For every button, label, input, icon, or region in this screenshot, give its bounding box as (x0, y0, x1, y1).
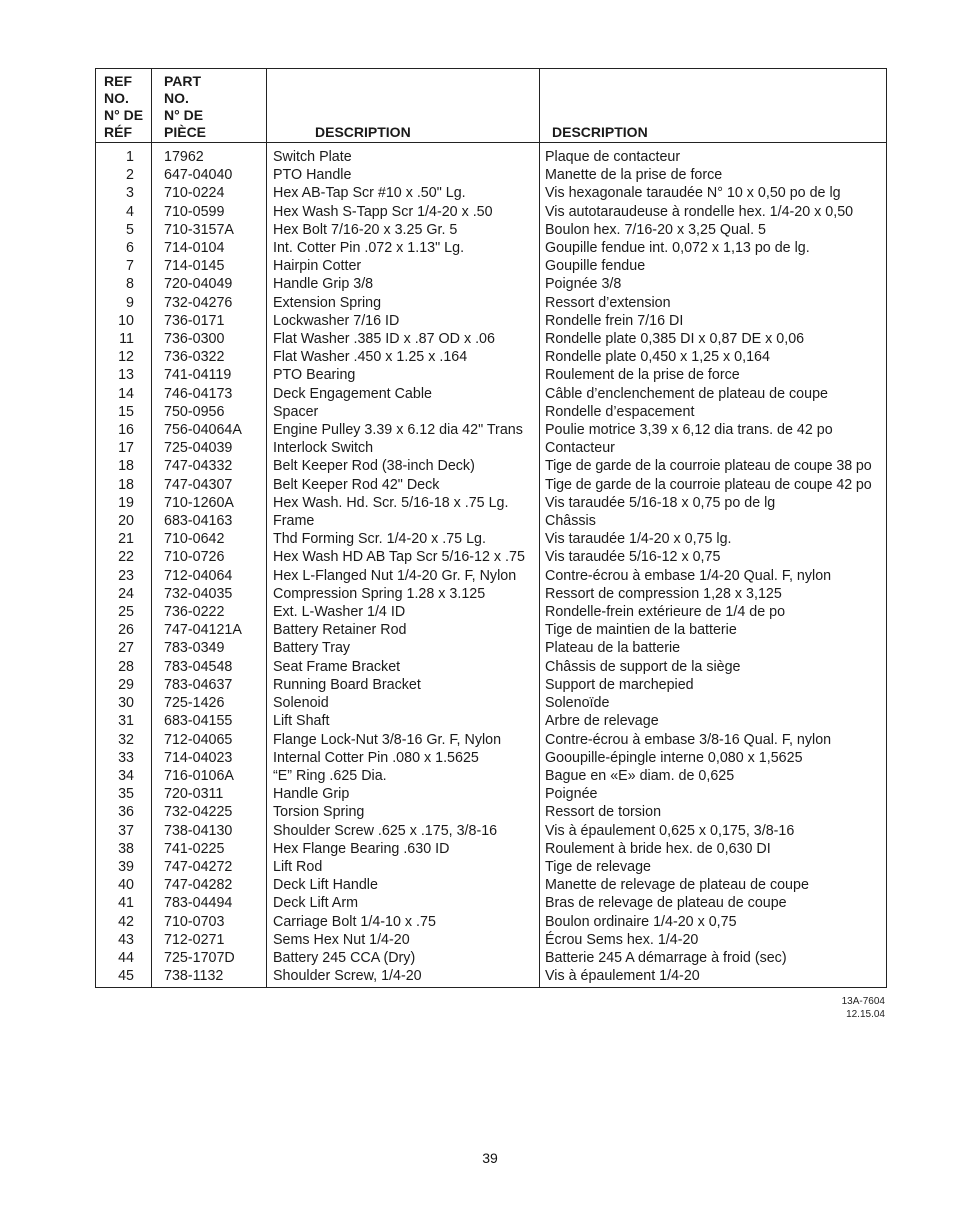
page-number: 39 (482, 1150, 498, 1166)
ref-no-cell: 6 (96, 239, 152, 257)
table-row (96, 749, 887, 767)
document-code-block (842, 995, 885, 1021)
table-row (96, 621, 887, 639)
description-en-cell: Solenoid (267, 694, 540, 712)
header-part-no (152, 69, 267, 143)
ref-no-cell: 23 (96, 567, 152, 585)
description-fr-cell: Tige de maintien de la batterie (540, 621, 887, 639)
parts-table-body (96, 143, 887, 988)
table-header-row (96, 69, 887, 143)
description-fr-cell: Vis à épaulement 1/4-20 (540, 967, 887, 988)
table-row (96, 330, 887, 348)
ref-no-cell: 8 (96, 275, 152, 293)
document-date: 12.15.04 (846, 1009, 885, 1020)
description-en-cell: Hex Flange Bearing .630 ID (267, 840, 540, 858)
description-en-cell: Extension Spring (267, 294, 540, 312)
description-fr-cell: Rondelle plate 0,385 DI x 0,87 DE x 0,06 (540, 330, 887, 348)
description-en-cell: Battery 245 CCA (Dry) (267, 949, 540, 967)
description-fr-cell: Contre-écrou à embase 3/8-16 Qual. F, nylon (540, 731, 887, 749)
table-row (96, 385, 887, 403)
header-description-fr: DESCRIPTION (540, 69, 887, 143)
ref-no-cell: 33 (96, 749, 152, 767)
ref-no-cell: 28 (96, 658, 152, 676)
part-no-cell: 712-04065 (152, 731, 267, 749)
part-no-cell: 710-0599 (152, 203, 267, 221)
description-fr-cell: Rondelle plate 0,450 x 1,25 x 0,164 (540, 348, 887, 366)
description-en-cell: Compression Spring 1.28 x 3.125 (267, 585, 540, 603)
table-row (96, 712, 887, 730)
table-row (96, 257, 887, 275)
table-row (96, 694, 887, 712)
ref-no-cell: 29 (96, 676, 152, 694)
ref-no-cell: 5 (96, 221, 152, 239)
table-row (96, 731, 887, 749)
part-no-cell: 17962 (152, 143, 267, 167)
part-no-cell: 725-1707D (152, 949, 267, 967)
part-no-cell: 747-04282 (152, 876, 267, 894)
part-no-cell: 720-0311 (152, 785, 267, 803)
description-fr-cell: Goupille fendue int. 0,072 x 1,13 po de lg. (540, 239, 887, 257)
table-row (96, 567, 887, 585)
ref-no-cell: 41 (96, 894, 152, 912)
parts-list-table (95, 68, 887, 988)
description-fr-cell: Tige de relevage (540, 858, 887, 876)
part-no-cell: 736-0222 (152, 603, 267, 621)
description-en-cell: Spacer (267, 403, 540, 421)
table-row (96, 585, 887, 603)
ref-no-cell: 42 (96, 913, 152, 931)
part-no-cell: 683-04163 (152, 512, 267, 530)
description-en-cell: Belt Keeper Rod (38-inch Deck) (267, 457, 540, 475)
ref-no-cell: 1 (96, 143, 152, 167)
table-row (96, 913, 887, 931)
part-no-cell: 747-04272 (152, 858, 267, 876)
table-row (96, 457, 887, 475)
ref-no-cell: 18 (96, 476, 152, 494)
description-fr-cell: Plateau de la batterie (540, 639, 887, 657)
description-fr-cell: Ressort de compression 1,28 x 3,125 (540, 585, 887, 603)
table-row (96, 184, 887, 202)
ref-no-cell: 10 (96, 312, 152, 330)
part-no-cell: 714-0104 (152, 239, 267, 257)
part-no-cell: 747-04121A (152, 621, 267, 639)
description-fr-cell: Vis taraudée 5/16-12 x 0,75 (540, 548, 887, 566)
part-no-cell: 710-0224 (152, 184, 267, 202)
description-fr-cell: Rondelle frein 7/16 DI (540, 312, 887, 330)
description-fr-cell: Poulie motrice 3,39 x 6,12 dia trans. de 42 po (540, 421, 887, 439)
ref-no-cell: 26 (96, 621, 152, 639)
document-code: 13A-7604 (841, 996, 885, 1007)
description-fr-cell: Poignée (540, 785, 887, 803)
description-fr-cell: Roulement de la prise de force (540, 366, 887, 384)
table-row (96, 366, 887, 384)
ref-no-cell: 40 (96, 876, 152, 894)
description-fr-cell: Câble d’enclenchement de plateau de coupe (540, 385, 887, 403)
header-part-line: PART (164, 73, 202, 89)
part-no-cell: 714-04023 (152, 749, 267, 767)
table-row (96, 858, 887, 876)
ref-no-cell: 19 (96, 494, 152, 512)
ref-no-cell: 22 (96, 548, 152, 566)
description-fr-cell: Châssis de support de la siège (540, 658, 887, 676)
part-no-cell: 710-0642 (152, 530, 267, 548)
table-row (96, 476, 887, 494)
description-en-cell: Handle Grip (267, 785, 540, 803)
table-row (96, 294, 887, 312)
table-row (96, 439, 887, 457)
table-row (96, 221, 887, 239)
description-en-cell: Battery Tray (267, 639, 540, 657)
header-part-line: PIÈCE (164, 124, 207, 140)
description-fr-cell: Vis à épaulement 0,625 x 0,175, 3/8-16 (540, 822, 887, 840)
description-fr-cell: Roulement à bride hex. de 0,630 DI (540, 840, 887, 858)
part-no-cell: 714-0145 (152, 257, 267, 275)
description-en-cell: Seat Frame Bracket (267, 658, 540, 676)
description-fr-cell: Écrou Sems hex. 1/4-20 (540, 931, 887, 949)
table-row (96, 785, 887, 803)
part-no-cell: 712-0271 (152, 931, 267, 949)
part-no-cell: 720-04049 (152, 275, 267, 293)
table-row (96, 603, 887, 621)
description-en-cell: Flat Washer .450 x 1.25 x .164 (267, 348, 540, 366)
header-part-line: N° DE (164, 107, 204, 123)
ref-no-cell: 20 (96, 512, 152, 530)
ref-no-cell: 21 (96, 530, 152, 548)
description-fr-cell: Poignée 3/8 (540, 275, 887, 293)
table-row (96, 530, 887, 548)
ref-no-cell: 15 (96, 403, 152, 421)
description-en-cell: Carriage Bolt 1/4-10 x .75 (267, 913, 540, 931)
table-row (96, 421, 887, 439)
part-no-cell: 710-0703 (152, 913, 267, 931)
part-no-cell: 732-04276 (152, 294, 267, 312)
part-no-cell: 647-04040 (152, 166, 267, 184)
header-ref-line: NO. (104, 90, 129, 106)
description-fr-cell: Vis autotaraudeuse à rondelle hex. 1/4-20 x 0,50 (540, 203, 887, 221)
description-fr-cell: Contre-écrou à embase 1/4-20 Qual. F, nylon (540, 567, 887, 585)
ref-no-cell: 44 (96, 949, 152, 967)
part-no-cell: 741-04119 (152, 366, 267, 384)
table-row (96, 822, 887, 840)
description-fr-cell: Tige de garde de la courroie plateau de coupe 42 po (540, 476, 887, 494)
description-en-cell: Interlock Switch (267, 439, 540, 457)
table-row (96, 348, 887, 366)
part-no-cell: 710-0726 (152, 548, 267, 566)
part-no-cell: 756-04064A (152, 421, 267, 439)
table-row (96, 876, 887, 894)
description-en-cell: Hex Bolt 7/16-20 x 3.25 Gr. 5 (267, 221, 540, 239)
part-no-cell: 783-04548 (152, 658, 267, 676)
part-no-cell: 710-3157A (152, 221, 267, 239)
part-no-cell: 747-04332 (152, 457, 267, 475)
table-row (96, 403, 887, 421)
description-en-cell: Flat Washer .385 ID x .87 OD x .06 (267, 330, 540, 348)
description-fr-cell: Contacteur (540, 439, 887, 457)
description-en-cell: Hex Wash S-Tapp Scr 1/4-20 x .50 (267, 203, 540, 221)
ref-no-cell: 17 (96, 439, 152, 457)
description-en-cell: Torsion Spring (267, 803, 540, 821)
part-no-cell: 783-04494 (152, 894, 267, 912)
ref-no-cell: 2 (96, 166, 152, 184)
ref-no-cell: 37 (96, 822, 152, 840)
part-no-cell: 783-0349 (152, 639, 267, 657)
part-no-cell: 732-04035 (152, 585, 267, 603)
ref-no-cell: 11 (96, 330, 152, 348)
description-en-cell: PTO Handle (267, 166, 540, 184)
table-row (96, 512, 887, 530)
part-no-cell: 736-0300 (152, 330, 267, 348)
ref-no-cell: 3 (96, 184, 152, 202)
part-no-cell: 783-04637 (152, 676, 267, 694)
description-fr-cell: Solenoïde (540, 694, 887, 712)
ref-no-cell: 38 (96, 840, 152, 858)
ref-no-cell: 25 (96, 603, 152, 621)
description-fr-cell: Rondelle d’espacement (540, 403, 887, 421)
description-fr-cell: Batterie 245 A démarrage à froid (sec) (540, 949, 887, 967)
table-row (96, 239, 887, 257)
part-no-cell: 736-0322 (152, 348, 267, 366)
description-fr-cell: Goupille fendue (540, 257, 887, 275)
part-no-cell: 725-04039 (152, 439, 267, 457)
ref-no-cell: 30 (96, 694, 152, 712)
table-row (96, 676, 887, 694)
table-row (96, 658, 887, 676)
table-row (96, 840, 887, 858)
part-no-cell: 710-1260A (152, 494, 267, 512)
description-fr-cell: Châssis (540, 512, 887, 530)
description-en-cell: Switch Plate (267, 143, 540, 167)
description-fr-cell: Vis taraudée 1/4-20 x 0,75 lg. (540, 530, 887, 548)
part-no-cell: 738-04130 (152, 822, 267, 840)
description-en-cell: Handle Grip 3/8 (267, 275, 540, 293)
part-no-cell: 716-0106A (152, 767, 267, 785)
description-en-cell: “E” Ring .625 Dia. (267, 767, 540, 785)
ref-no-cell: 13 (96, 366, 152, 384)
part-no-cell: 683-04155 (152, 712, 267, 730)
header-ref-line: RÉF (104, 124, 132, 140)
description-fr-cell: Ressort d’extension (540, 294, 887, 312)
description-fr-cell: Tige de garde de la courroie plateau de coupe 38 po (540, 457, 887, 475)
description-en-cell: Deck Lift Arm (267, 894, 540, 912)
description-en-cell: Hairpin Cotter (267, 257, 540, 275)
description-fr-cell: Boulon hex. 7/16-20 x 3,25 Qual. 5 (540, 221, 887, 239)
table-row (96, 312, 887, 330)
header-ref-no (96, 69, 152, 143)
description-en-cell: Int. Cotter Pin .072 x 1.13" Lg. (267, 239, 540, 257)
part-no-cell: 738-1132 (152, 967, 267, 988)
table-row (96, 931, 887, 949)
header-ref-line: REF (104, 73, 132, 89)
table-row (96, 166, 887, 184)
part-no-cell: 712-04064 (152, 567, 267, 585)
part-no-cell: 741-0225 (152, 840, 267, 858)
table-row (96, 949, 887, 967)
description-fr-cell: Vis taraudée 5/16-18 x 0,75 po de lg (540, 494, 887, 512)
ref-no-cell: 7 (96, 257, 152, 275)
description-fr-cell: Bras de relevage de plateau de coupe (540, 894, 887, 912)
ref-no-cell: 34 (96, 767, 152, 785)
table-row (96, 203, 887, 221)
part-no-cell: 736-0171 (152, 312, 267, 330)
description-fr-cell: Bague en «E» diam. de 0,625 (540, 767, 887, 785)
header-part-line: NO. (164, 90, 189, 106)
ref-no-cell: 18 (96, 457, 152, 475)
description-fr-cell: Gooupille-épingle interne 0,080 x 1,5625 (540, 749, 887, 767)
ref-no-cell: 12 (96, 348, 152, 366)
description-fr-cell: Support de marchepied (540, 676, 887, 694)
part-no-cell: 732-04225 (152, 803, 267, 821)
table-row (96, 639, 887, 657)
table-row (96, 967, 887, 988)
table-row (96, 803, 887, 821)
table-row (96, 275, 887, 293)
ref-no-cell: 27 (96, 639, 152, 657)
description-fr-cell: Vis hexagonale taraudée N° 10 x 0,50 po de lg (540, 184, 887, 202)
description-fr-cell: Manette de relevage de plateau de coupe (540, 876, 887, 894)
ref-no-cell: 45 (96, 967, 152, 988)
description-en-cell: Battery Retainer Rod (267, 621, 540, 639)
description-fr-cell: Ressort de torsion (540, 803, 887, 821)
ref-no-cell: 14 (96, 385, 152, 403)
part-no-cell: 747-04307 (152, 476, 267, 494)
description-en-cell: Hex L-Flanged Nut 1/4-20 Gr. F, Nylon (267, 567, 540, 585)
ref-no-cell: 31 (96, 712, 152, 730)
header-description-en: DESCRIPTION (267, 69, 540, 143)
description-en-cell: Sems Hex Nut 1/4-20 (267, 931, 540, 949)
description-fr-cell: Manette de la prise de force (540, 166, 887, 184)
description-en-cell: Shoulder Screw, 1/4-20 (267, 967, 540, 988)
description-en-cell: Shoulder Screw .625 x .175, 3/8-16 (267, 822, 540, 840)
description-en-cell: Flange Lock-Nut 3/8-16 Gr. F, Nylon (267, 731, 540, 749)
description-en-cell: Lift Rod (267, 858, 540, 876)
table-row (96, 494, 887, 512)
description-en-cell: Hex AB-Tap Scr #10 x .50" Lg. (267, 184, 540, 202)
description-en-cell: Lift Shaft (267, 712, 540, 730)
description-en-cell: Running Board Bracket (267, 676, 540, 694)
ref-no-cell: 43 (96, 931, 152, 949)
description-fr-cell: Plaque de contacteur (540, 143, 887, 167)
ref-no-cell: 36 (96, 803, 152, 821)
description-en-cell: Lockwasher 7/16 ID (267, 312, 540, 330)
ref-no-cell: 24 (96, 585, 152, 603)
description-en-cell: PTO Bearing (267, 366, 540, 384)
table-row (96, 767, 887, 785)
part-no-cell: 725-1426 (152, 694, 267, 712)
description-fr-cell: Rondelle-frein extérieure de 1/4 de po (540, 603, 887, 621)
ref-no-cell: 4 (96, 203, 152, 221)
description-en-cell: Hex Wash HD AB Tap Scr 5/16-12 x .75 (267, 548, 540, 566)
ref-no-cell: 16 (96, 421, 152, 439)
description-en-cell: Deck Lift Handle (267, 876, 540, 894)
description-en-cell: Thd Forming Scr. 1/4-20 x .75 Lg. (267, 530, 540, 548)
description-en-cell: Hex Wash. Hd. Scr. 5/16-18 x .75 Lg. (267, 494, 540, 512)
ref-no-cell: 35 (96, 785, 152, 803)
part-no-cell: 750-0956 (152, 403, 267, 421)
table-row (96, 143, 887, 167)
part-no-cell: 746-04173 (152, 385, 267, 403)
description-en-cell: Ext. L-Washer 1/4 ID (267, 603, 540, 621)
description-fr-cell: Boulon ordinaire 1/4-20 x 0,75 (540, 913, 887, 931)
table-row (96, 894, 887, 912)
description-en-cell: Frame (267, 512, 540, 530)
description-en-cell: Engine Pulley 3.39 x 6.12 dia 42" Trans (267, 421, 540, 439)
description-fr-cell: Arbre de relevage (540, 712, 887, 730)
description-en-cell: Belt Keeper Rod 42" Deck (267, 476, 540, 494)
description-en-cell: Internal Cotter Pin .080 x 1.5625 (267, 749, 540, 767)
header-ref-line: N° DE (104, 107, 144, 123)
ref-no-cell: 9 (96, 294, 152, 312)
ref-no-cell: 39 (96, 858, 152, 876)
ref-no-cell: 32 (96, 731, 152, 749)
description-en-cell: Deck Engagement Cable (267, 385, 540, 403)
table-row (96, 548, 887, 566)
